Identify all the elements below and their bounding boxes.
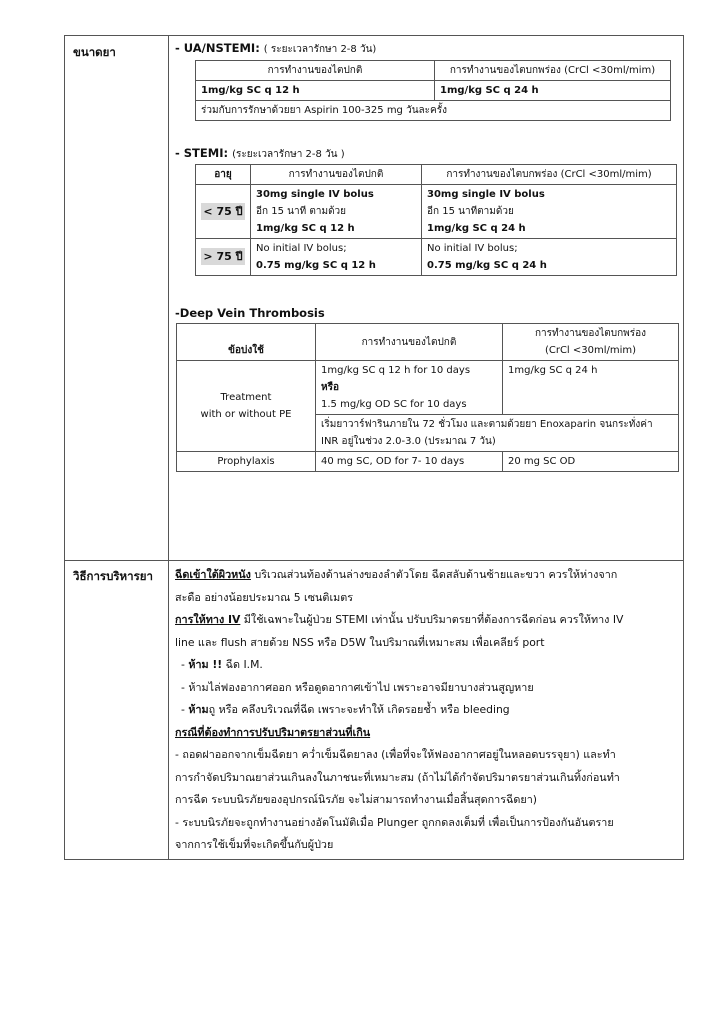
stemi-heading xyxy=(175,146,345,162)
stemi-age-under-75: < 75 ปี xyxy=(196,185,251,239)
iv-text-2: line และ flush สายด้วย NSS หรือ D5W ในปริมาณที่เหมาะสม เพื่อเคลียร์ port xyxy=(175,635,545,649)
ua-header-impaired: การทำงานของไตบกพร่อง (CrCl <30ml/mim) xyxy=(435,61,671,81)
stemi-header-impaired: การทำงานของไตบกพร่อง (CrCl <30ml/mim) xyxy=(422,165,677,185)
administration-text xyxy=(175,564,680,857)
ua-nstemi-table xyxy=(195,60,671,121)
ua-note: ( ระยะเวลารักษา 2-8 วัน) xyxy=(263,44,377,55)
dvt-warfarin-note: เริ่มยาวาร์ฟารินภายใน 72 ชั่วโมง และตามด้วยยา Enoxaparin จนกระทั่งค่า INR อยู่ในช่วง 2.0-3.0 (ประมาณ 7 วัน) xyxy=(316,415,679,452)
stemi-header-age: อายุ xyxy=(196,165,251,185)
bullet-no-im: - ห้าม !! ฉีด I.M. xyxy=(181,658,263,671)
dvt-treatment-normal: 1mg/kg SC q 12 h for 10 days หรือ 1.5 mg/kg OD SC for 10 days xyxy=(316,361,503,415)
stemi-over75-impaired: No initial IV bolus; 0.75 mg/kg SC q 24 h xyxy=(422,239,677,276)
stemi-table xyxy=(195,164,677,276)
sc-text-2: สะดือ อย่างน้อยประมาณ 5 เซนติเมตร xyxy=(175,590,354,604)
ua-footnote: ร่วมกับการรักษาด้วยยา Aspirin 100-325 mg วันละครั้ง xyxy=(196,101,671,121)
dvt-treatment-impaired: 1mg/kg SC q 24 h xyxy=(503,361,679,415)
iv-text: มีใช้เฉพาะในผู้ป่วย STEMI เท่านั้น ปรับปริมาตรยาที่ต้องการฉีดก่อน ควรให้ทาง IV xyxy=(240,613,624,626)
stemi-note: (ระยะเวลารักษา 2-8 วัน ) xyxy=(232,149,345,160)
row-divider xyxy=(65,560,683,561)
ua-nstemi-heading xyxy=(175,41,376,57)
label-dosage: ขนาดยา xyxy=(73,45,116,59)
excess-line-4: - ระบบนิรภัยจะถูกทำงานอย่างอัตโนมัติเมื่อ Plunger ถูกกดลงเต็มที่ เพื่อเป็นการป้องกันอันตราย xyxy=(175,815,614,829)
dvt-header-normal: การทำงานของไตปกติ xyxy=(316,324,503,361)
stemi-under75-impaired: 30mg single IV bolus อีก 15 นาทีตามด้วย 1mg/kg SC q 24 h xyxy=(422,185,677,239)
label-administration: วิธีการบริหารยา xyxy=(73,569,153,583)
stemi-header-normal: การทำงานของไตปกติ xyxy=(251,165,422,185)
stemi-age-over-75: > 75 ปี xyxy=(196,239,251,276)
excess-line-1: - ถอดฝาออกจากเข็มฉีดยา คว่ำเข็มฉีดยาลง (เพื่อที่จะให้ฟองอากาศอยู่ในหลอดบรรจุยา) และทำ xyxy=(175,748,616,761)
dvt-prophylaxis-impaired: 20 mg SC OD xyxy=(503,452,679,472)
sc-title: ฉีดเข้าใต้ผิวหนัง xyxy=(175,568,251,581)
excess-line-2: การกำจัดปริมาณยาส่วนเกินลงในภาชนะที่เหมาะสม (ถ้าไม่ได้กำจัดปริมาตรยาส่วนเกินทิ้งก่อนทำ xyxy=(175,770,620,784)
ua-title: - UA/NSTEMI: xyxy=(175,41,260,55)
stemi-title: - STEMI: xyxy=(175,146,229,160)
excess-line-3: การฉีด ระบบนิรภัยของอุปกรณ์นิรภัย จะไม่สามารถทำงานเมื่อสิ้นสุดการฉีดยา) xyxy=(175,793,537,806)
ua-dose-impaired: 1mg/kg SC q 24 h xyxy=(435,81,671,101)
ua-dose-normal: 1mg/kg SC q 12 h xyxy=(196,81,435,101)
excess-title: กรณีที่ต้องทำการปรับปริมาตรยาส่วนที่เกิน xyxy=(175,725,371,739)
dvt-header-impaired: การทำงานของไตบกพร่อง (CrCl <30ml/mim) xyxy=(503,324,679,361)
dvt-heading: -Deep Vein Thrombosis xyxy=(175,306,325,320)
bullet-no-air: - ห้ามไล่ฟองอากาศออก หรือดูดอากาศเข้าไป เพราะอาจมียาบางส่วนสูญหาย xyxy=(181,680,534,694)
iv-title: การให้ทาง IV xyxy=(175,613,241,626)
dvt-treatment-label: Treatment with or without PE xyxy=(177,361,316,452)
dvt-prophylaxis-label: Prophylaxis xyxy=(177,452,316,472)
dvt-table xyxy=(176,323,679,472)
ua-header-normal: การทำงานของไตปกติ xyxy=(196,61,435,81)
bullet-no-rub: - ห้ามถู หรือ คลึงบริเวณที่ฉีด เพราะจะทำให้ เกิดรอยช้ำ หรือ bleeding xyxy=(181,703,510,716)
dvt-prophylaxis-normal: 40 mg SC, OD for 7- 10 days xyxy=(316,452,503,472)
stemi-over75-normal: No initial IV bolus; 0.75 mg/kg SC q 12 h xyxy=(251,239,422,276)
excess-line-5: จากการใช้เข็มที่จะเกิดขึ้นกับผู้ป่วย xyxy=(175,838,334,851)
sc-text: บริเวณส่วนท้องด้านล่างของลำตัวโดย ฉีดสลับด้านซ้ายและขวา ควรให้ห่างจาก xyxy=(250,568,618,581)
column-divider xyxy=(168,36,169,859)
dvt-header-indication: ข้อบ่งใช้ xyxy=(177,324,316,361)
drug-info-table xyxy=(64,35,684,860)
stemi-under75-normal: 30mg single IV bolus อีก 15 นาที ตามด้วย 1mg/kg SC q 12 h xyxy=(251,185,422,239)
